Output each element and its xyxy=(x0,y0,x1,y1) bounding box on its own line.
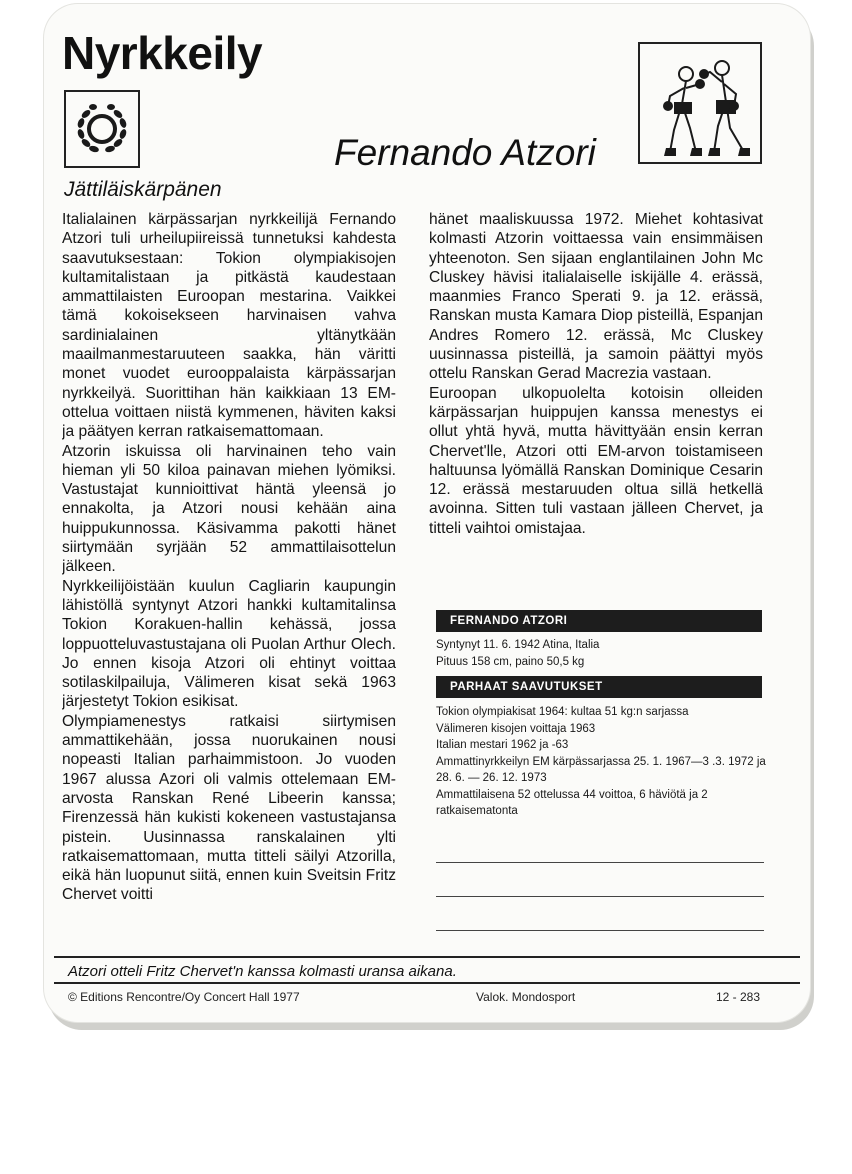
blank-rule xyxy=(436,862,764,863)
article-subtitle: Jättiläiskärpänen xyxy=(64,178,222,201)
footer-divider xyxy=(54,982,800,984)
olympic-laurel-wreath-icon xyxy=(64,90,140,168)
profile-heading: FERNANDO ATZORI xyxy=(436,610,762,632)
achievement-line: Välimeren kisojen voittaja 1963 xyxy=(436,722,596,735)
copyright: © Editions Rencontre/Oy Concert Hall 1977 xyxy=(68,990,300,1004)
body-column-right xyxy=(429,210,763,600)
photo-caption: Atzori otteli Fritz Chervet'n kanssa kolmasti uransa aikana. xyxy=(68,963,457,980)
caption-divider xyxy=(54,956,800,958)
paragraph: Olympiamenestys ratkaisi siirtymisen ammattikehään, jossa nuorukainen nousi nopeasti Italian parhaimmistoon. Jo vuoden 1967 alussa Azori oli valmis ottelemaan EM-arvosta Ranskan René Libeerin kanssa; Firenzessä hän kukisti kokeneen vastustajansa pistein. Uusinnassa ranskalainen ylti ratkaisemattomaan, mutta titteli säilyi Atzorilla, eikä hän luopunut siitä, ennen kuin Sveitsin Fritz Chervet voitti xyxy=(62,712,396,904)
paragraph: Italialainen kärpässarjan nyrkkeilijä Fernando Atzori tuli urheilupiireissä tunnetuksi kahdesta saavutuksestaan: Tokion olympiakisojen kultamitalistaan ja pitkästä kaudestaan ammattilaisten Euroopan mestarina. Vaikkei tämä kokoisekseen harvinaisen vahva sardinialainen yltänytkään maailmanmestaruuteen saakka, hän väritti monet vuodet eurooppalaista kärpässarjan nyrkkeilyä. Suorittihan hän kaikkiaan 13 EM-ottelua voittaen niistä kymmenen, häviten kaksi ja päätyen kerran ratkaisemattomaan. xyxy=(62,211,396,441)
achievement-line: Tokion olympiakisat 1964: kultaa 51 kg:n sarjassa xyxy=(436,706,689,718)
profile-details xyxy=(436,637,766,670)
sport-card xyxy=(44,4,810,1022)
photo-credit: Valok. Mondosport xyxy=(476,990,576,1004)
achievement-line: Ammattinyrkkeilyn EM kärpässarjassa 25. 1. 1967—3 .3. 1972 ja 28. 6. — 26. 12. 1973 xyxy=(436,755,766,784)
paragraph: Nyrkkeilijöistään kuulun Cagliarin kaupungin lähistöllä syntynyt Atzori hankki kultamitalinsa Tokion Korakuen-hallin kehässä, jossa loppuotteluvastustajana oli Puolan Arthur Olech. Jo ennen kisoja Atzori oli ehtinyt voittaa sotilaskilpailuja, Välimeren kisat sekä 1963 järjestetyt Tokion esikisat. xyxy=(62,577,396,711)
profile-line: Syntynyt 11. 6. 1942 Atina, Italia xyxy=(436,639,600,651)
card-number: 12 - 283 xyxy=(716,990,761,1004)
sport-title: Nyrkkeily xyxy=(62,27,263,79)
achievements-list xyxy=(436,704,766,820)
paragraph: Euroopan ulkopuolelta kotoisin olleiden kärpässarjan huippujen kanssa menestys ei ollut yhtä hyvä, mutta hävittyään ensin kerran Chervet'lle, Atzori otti EM-arvon toistamiseen haltuunsa lyömällä Ranskan Dominique Cesarin 12. erässä mestaruuden oltua sillä hetkellä avoinna. Sitten tuli vastaan jälleen Chervet, ja titteli vaihtoi omistajaa. xyxy=(429,384,763,537)
boxers-icon xyxy=(638,42,762,164)
athlete-name: Fernando Atzori xyxy=(334,132,596,173)
paragraph: Atzorin iskuissa oli harvinainen teho vain hieman yli 50 kiloa painavan miehen lyömiksi. Vastustajat kunnioittivat häntä yleensä jo ennakolta, ja Atzori nousi kehään aina huippukunnossa. Käsivamma pakotti hänet siirtymään syrjään 52 ammattilaisottelun jälkeen. xyxy=(62,442,396,576)
achievements-heading: PARHAAT SAAVUTUKSET xyxy=(436,676,762,698)
blank-rule xyxy=(436,896,764,897)
achievement-line: Ammattilaisena 52 ottelussa 44 voittoa, 6 häviötä ja 2 ratkaisematonta xyxy=(436,788,708,817)
body-column-left xyxy=(62,210,396,940)
paragraph: hänet maaliskuussa 1972. Miehet kohtasivat kolmasti Atzorin voittaessa vain ensimmäisen yhteenoton. Sen sijaan englantilainen John Mc Cluskey hävisi italialaiselle iskijälle 4. erässä, maanmies Franco Sperati 9. ja 12. erässä, Ranskan musta Kamara Diop pisteillä, Espanjan Andres Romero 12. erässä, Mc Cluskey uusinnassa pisteillä, ja samoin päättyi myös ottelu Ranskan Gerad Macrezia vastaan. xyxy=(429,211,763,383)
profile-line: Pituus 158 cm, paino 50,5 kg xyxy=(436,655,585,668)
blank-rule xyxy=(436,930,764,931)
achievement-line: Italian mestari 1962 ja -63 xyxy=(436,739,569,751)
